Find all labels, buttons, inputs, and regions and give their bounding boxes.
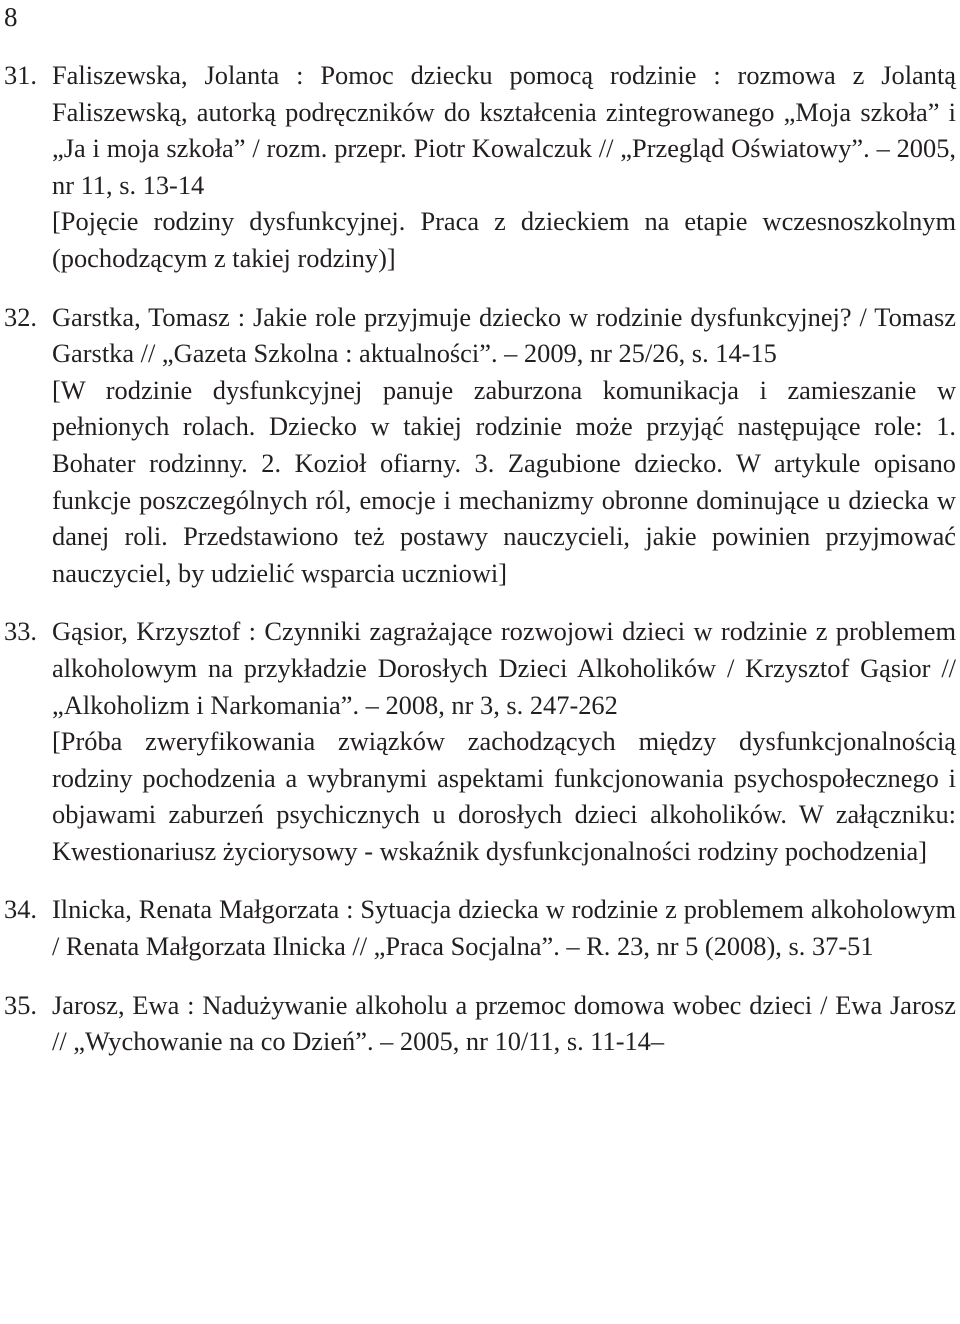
bibliography-entry-34 (0, 891, 960, 964)
entry-number: 33. (4, 616, 37, 647)
entry-body (52, 891, 956, 964)
entry-citation: Gąsior, Krzysztof : Czynniki zagrażające rozwojowi dzieci w rodzinie z problemem alkoholowym na przykładzie Dorosłych Dzieci Alkoholików / Krzysztof Gąsior // „Alkoholizm i Narkomania”. – 2008, nr 3, s. 247-262 (52, 616, 956, 720)
entry-number: 31. (4, 60, 37, 90)
entry-annotation: [W rodzinie dysfunkcyjnej panuje zaburzona komunikacja i zamieszanie w pełnionych rolach. Dziecko w takiej rodzinie może przyjąć następujące role: 1. Bohater rodzinny. 2. Kozioł ofiarny. 3. Zagubione dziecko. W artykule opisano funkcje poszczególnych ról, emocje i mechanizmy obronne dominujące u dziecka w danej roli. Przedstawiono też postawy nauczycieli, jakie powinien przyjmować nauczyciel, by udzielić wsparcia uczniowi] (52, 374, 956, 588)
bibliography-entry-33 (0, 613, 960, 869)
entry-number: 35. (4, 989, 37, 1020)
entry-number: 32. (4, 301, 37, 332)
entry-citation: Faliszewska, Jolanta : Pomoc dziecku pomocą rodzinie : rozmowa z Jolantą Faliszewską, autorką podręczników do kształcenia zintegrowanego „Moja szkoła” i „Ja i moja szkoła” / rozm. przepr. Piotr Kowalczuk // „Przegląd Oświatowy”. – 2005, nr 11, s. 13-14 (52, 60, 956, 200)
entry-citation: Ilnicka, Renata Małgorzata : Sytuacja dziecka w rodzinie z problemem alkoholowym / Renata Małgorzata Ilnicka // „Praca Socjalna”. – R. 23, nr 5 (2008), s. 37-51 (52, 894, 956, 962)
bibliography-entry-35 (0, 987, 960, 1060)
entry-annotation: [Pojęcie rodziny dysfunkcyjnej. Praca z dzieckiem na etapie wczesnoszkolnym (pochodzącym z takiej rodziny)] (52, 206, 956, 273)
entry-number: 34. (4, 894, 37, 925)
bibliography-list (0, 57, 960, 1082)
entry-body (52, 987, 956, 1060)
page-number: 8 (4, 2, 18, 32)
entry-citation: Garstka, Tomasz : Jakie role przyjmuje dziecko w rodzinie dysfunkcyjnej? / Tomasz Garstka // „Gazeta Szkolna : aktualności”. – 2009, nr 25/26, s. 14-15 (52, 301, 956, 369)
bibliography-entry-32 (0, 299, 960, 592)
bibliography-entry-31 (0, 57, 960, 277)
entry-body (52, 299, 956, 592)
entry-annotation: [Próba zweryfikowania związków zachodzących między dysfunkcjonalnością rodziny pochodzenia a wybranymi aspektami funkcjonowania psychospołecznego i objawami zaburzeń psychicznych u dorosłych dzieci alkoholików. W załączniku: Kwestionariusz życiorysowy - wskaźnik dysfunkcjonalności rodziny pochodzenia] (52, 726, 956, 866)
entry-body (52, 613, 956, 869)
entry-citation: Jarosz, Ewa : Nadużywanie alkoholu a przemoc domowa wobec dzieci / Ewa Jarosz // „Wychowanie na co Dzień”. – 2005, nr 10/11, s. 11-14– (52, 989, 956, 1057)
entry-body (52, 57, 956, 277)
